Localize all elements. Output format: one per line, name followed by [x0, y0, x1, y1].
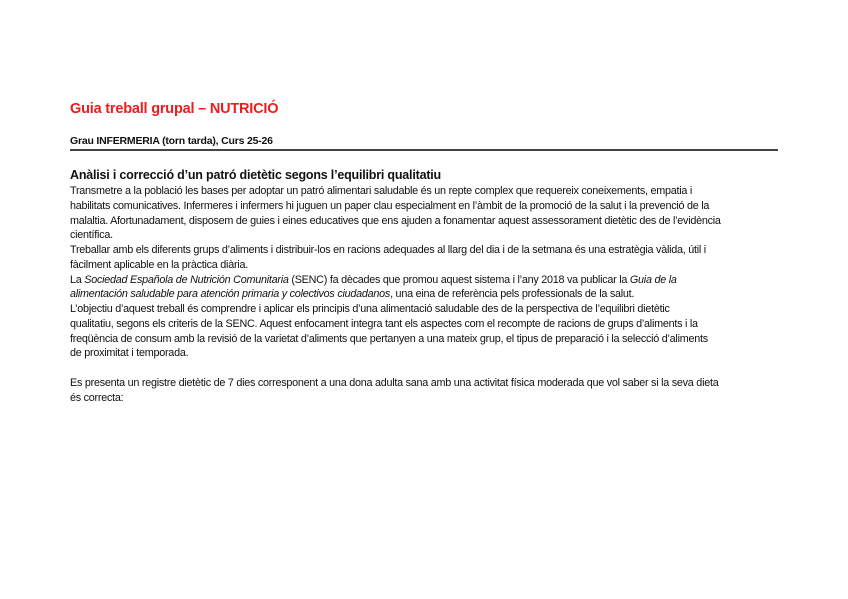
text-run: (SENC) fa dècades que promou aquest sistema i l’any 2018 va publicar la — [288, 273, 630, 286]
paragraph-gap — [70, 361, 790, 376]
paragraph-line: habilitats comunicatives. Infermeres i infermers hi juguen un paper clau especialment en l’àmbit de la promoció de la salut i la prevenció de la — [70, 199, 710, 212]
paragraph-line: Es presenta un registre dietètic de 7 dies corresponent a una dona adulta sana amb una activitat física moderada que vol saber si la seva dieta — [70, 376, 719, 389]
paragraph-line: Transmetre a la població les bases per adoptar un patró alimentari saludable és un repte complex que requereix coneixements, empatia i — [70, 185, 693, 197]
paragraph-line: fàcilment aplicable en la pràctica diària. — [70, 258, 248, 271]
paragraph-line: científica. — [70, 229, 113, 242]
document-subtitle: Grau INFERMERIA (torn tarda), Curs 25-26 — [70, 135, 273, 147]
header-divider — [70, 149, 778, 151]
paragraph-line: freqüència de consum amb la revisió de la varietat d’aliments que pertanyen a una mateix grup, el tipus de preparació i la selecció d’aliments — [70, 332, 708, 345]
paragraph-line: Treballar amb els diferents grups d’aliments i distribuir-los en racions adequades al llarg del dia i de la setmana és una estratègia vàlida, útil i — [70, 244, 706, 256]
italic-citation: Sociedad Española de Nutrición Comunitaria — [84, 273, 289, 286]
paragraph-line: L’objectiu d’aquest treball és comprendre i aplicar els principis d’una alimentació saludable des de la perspectiva de l’equilibri dietètic — [70, 303, 670, 315]
paragraph-line — [70, 287, 790, 302]
italic-citation: alimentación saludable para atención primaria y colectivos ciudadanos — [70, 288, 391, 301]
paragraph-line: és correcta: — [70, 391, 124, 404]
section-heading: Anàlisi i correcció d’un patró dietètic segons l’equilibri qualitatiu — [70, 168, 441, 182]
paragraph-line: malaltia. Afortunadament, disposem de guies i eines educatives que ens ajuden a fonamentar aquest assessorament dietètic des de l’evidència — [70, 214, 721, 227]
text-run: La — [70, 273, 85, 286]
paragraph-line — [70, 273, 790, 288]
document-title: Guia treball grupal – NUTRICIÓ — [70, 101, 279, 117]
text-run: , una eina de referència pels professionals de la salut. — [390, 288, 635, 301]
italic-citation: Guia de la — [629, 273, 677, 286]
body-text — [70, 184, 790, 405]
paragraph-line: de proximitat i temporada. — [70, 347, 189, 360]
paragraph-line: qualitatiu, segons els criteris de la SENC. Aquest enfocament integra tant els aspectes com el recompte de racions de grups d’aliments i la — [70, 317, 698, 330]
